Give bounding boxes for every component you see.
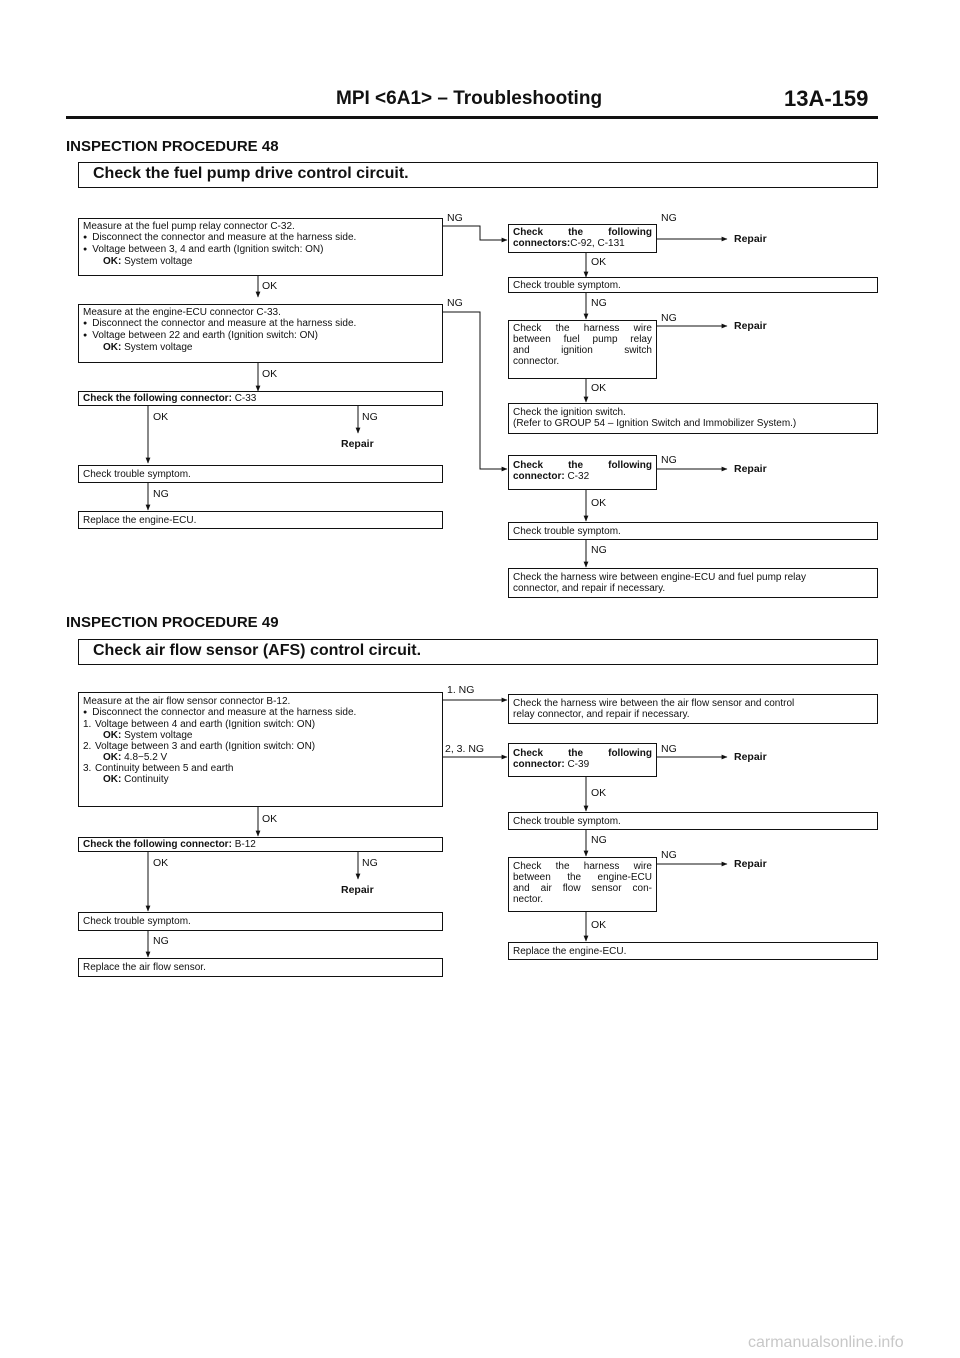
connector-value: C-32 bbox=[567, 471, 590, 482]
label-ng: NG bbox=[447, 212, 463, 224]
box-line: between fuel pump relay bbox=[513, 334, 652, 345]
ok-value: 4.8−5.2 V bbox=[124, 752, 168, 763]
connector-value: C-33 bbox=[234, 393, 257, 404]
box-title: Measure at the air flow sensor connector B-12. bbox=[83, 696, 291, 707]
label-ok: OK bbox=[591, 919, 607, 931]
check-trouble-box: Check trouble symptom. bbox=[508, 522, 878, 540]
label-ok: OK bbox=[591, 382, 607, 394]
label-ok: OK bbox=[262, 813, 278, 825]
arrow-ng bbox=[443, 226, 507, 240]
page-number: 13A-159 bbox=[784, 86, 869, 111]
label-ng-23: 2, 3. NG bbox=[445, 743, 485, 755]
check-trouble-box: Check trouble symptom. bbox=[78, 912, 443, 931]
ok-key: OK: bbox=[103, 342, 122, 353]
check-trouble-box: Check trouble symptom. bbox=[78, 465, 443, 483]
connector-value: C-92, C-131 bbox=[570, 238, 625, 249]
connector-label: connector: bbox=[513, 759, 565, 770]
check-harness-ecu-afs-box bbox=[508, 857, 657, 912]
connector-label: Check the following connector: bbox=[83, 393, 232, 404]
ok-key: OK: bbox=[103, 730, 122, 741]
check-trouble-box: Check trouble symptom. bbox=[508, 812, 878, 830]
box-title: Measure at the fuel pump relay connector C-32. bbox=[83, 221, 295, 232]
arrow-ng bbox=[443, 312, 507, 469]
repair-label: Repair bbox=[734, 751, 767, 763]
label-ng: NG bbox=[661, 212, 677, 224]
repair-label: Repair bbox=[734, 463, 767, 475]
ok-value: Continuity bbox=[124, 774, 169, 785]
box-line: connector, and repair if necessary. bbox=[513, 583, 666, 594]
label-ng: NG bbox=[661, 743, 677, 755]
box-line: Check the harness wire between engine-ECU and fuel pump relay bbox=[513, 572, 806, 583]
box-line: Check the harness wire bbox=[513, 861, 652, 872]
bullet-item: ● Disconnect the connector and measure at the harness side. bbox=[83, 707, 438, 719]
label-ng: NG bbox=[447, 297, 463, 309]
ok-key: OK: bbox=[103, 256, 122, 267]
label-ok: OK bbox=[262, 280, 278, 292]
label-ng: NG bbox=[661, 312, 677, 324]
procedure-48-title: INSPECTION PROCEDURE 48 bbox=[66, 138, 279, 155]
check-harness-ecu-box bbox=[508, 568, 878, 598]
replace-ecu-box: Replace the engine-ECU. bbox=[508, 942, 878, 960]
label-ng: NG bbox=[153, 935, 169, 947]
bullet-item: ● Voltage between 3, 4 and earth (Ignition switch: ON) bbox=[83, 244, 438, 256]
box-line: Check the ignition switch. bbox=[513, 407, 626, 418]
check-harness-afs-relay-box bbox=[508, 694, 878, 724]
header-rule bbox=[66, 116, 878, 119]
bullet-item: ● Disconnect the connector and measure at the harness side. bbox=[83, 318, 438, 330]
label-ng: NG bbox=[591, 834, 607, 846]
label-ok: OK bbox=[591, 256, 607, 268]
ok-key: OK: bbox=[103, 752, 122, 763]
repair-label: Repair bbox=[734, 233, 767, 245]
connector-label: connector: bbox=[513, 471, 565, 482]
box-line: Check the following bbox=[513, 748, 652, 759]
replace-afs-box: Replace the air flow sensor. bbox=[78, 958, 443, 977]
repair-label: Repair bbox=[734, 858, 767, 870]
box-line: between the engine-ECU bbox=[513, 872, 652, 883]
connector-value: B-12 bbox=[234, 839, 256, 850]
box-line: and air flow sensor con- bbox=[513, 883, 652, 894]
connector-value: C-39 bbox=[567, 759, 590, 770]
label-ok: OK bbox=[153, 857, 169, 869]
label-ng: NG bbox=[362, 857, 378, 869]
page-header: MPI <6A1> – Troubleshooting bbox=[336, 88, 603, 109]
box-line: relay connector, and repair if necessary. bbox=[513, 709, 690, 720]
check-connector-c32-box bbox=[508, 455, 657, 490]
label-ng: NG bbox=[661, 454, 677, 466]
label-ng: NG bbox=[591, 544, 607, 556]
procedure-48-banner: Check the fuel pump drive control circuit. bbox=[78, 162, 878, 188]
box-line: nector. bbox=[513, 894, 544, 905]
label-ok: OK bbox=[153, 411, 169, 423]
repair-label: Repair bbox=[734, 320, 767, 332]
label-ok: OK bbox=[591, 787, 607, 799]
label-ng: NG bbox=[362, 411, 378, 423]
label-ng: NG bbox=[661, 849, 677, 861]
label-ng-1: 1. NG bbox=[447, 684, 475, 696]
measure-relay-box bbox=[78, 218, 443, 276]
check-connector-c33-box bbox=[78, 391, 443, 406]
box-line: (Refer to GROUP 54 – Ignition Switch and Immobilizer System.) bbox=[513, 418, 797, 429]
check-ignition-switch-box bbox=[508, 403, 878, 434]
check-trouble-box: Check trouble symptom. bbox=[508, 277, 878, 293]
watermark: carmanualsonline.info bbox=[748, 1334, 904, 1351]
numbered-item: Continuity between 5 and earth bbox=[95, 763, 234, 774]
box-line: Check the following bbox=[513, 460, 652, 471]
procedure-49-title: INSPECTION PROCEDURE 49 bbox=[66, 614, 279, 631]
check-connector-c39-box bbox=[508, 743, 657, 777]
label-ng: NG bbox=[591, 297, 607, 309]
ok-value: System voltage bbox=[124, 730, 193, 741]
box-title: Measure at the engine-ECU connector C-33. bbox=[83, 307, 281, 318]
repair-label: Repair bbox=[341, 438, 374, 450]
check-connectors-c92-box bbox=[508, 224, 657, 253]
connector-label: Check the following connector: bbox=[83, 839, 232, 850]
box-line: Check the harness wire between the air flow sensor and control bbox=[513, 698, 795, 709]
measure-afs-box: Measure at the air flow sensor connector B-12. ● Disconnect the connector and measure at the harness side. 1. Voltage between 4 and earth (Ignition switch: ON) OK: System voltage 2. Voltage between 3 and earth (Ignition switch: ON) OK: 4.8−5.2 V 3. Continuity between 5 and earth OK: Continuity bbox=[78, 692, 443, 807]
label-ok: OK bbox=[262, 368, 278, 380]
numbered-item: Voltage between 4 and earth (Ignition switch: ON) bbox=[95, 719, 316, 730]
bullet-item: ● Voltage between 22 and earth (Ignition switch: ON) bbox=[83, 330, 438, 342]
check-connector-b12-box bbox=[78, 837, 443, 852]
measure-ecu-box bbox=[78, 304, 443, 363]
procedure-49-banner: Check air flow sensor (AFS) control circuit. bbox=[78, 639, 878, 665]
box-line: Check the following bbox=[513, 227, 652, 238]
ok-value: System voltage bbox=[124, 256, 193, 267]
check-harness-relay-box bbox=[508, 320, 657, 379]
bullet-item: ● Disconnect the connector and measure at the harness side. bbox=[83, 232, 438, 244]
ok-value: System voltage bbox=[124, 342, 193, 353]
repair-label: Repair bbox=[341, 884, 374, 896]
connector-label: connectors: bbox=[513, 238, 571, 249]
label-ng: NG bbox=[153, 488, 169, 500]
label-ok: OK bbox=[591, 497, 607, 509]
replace-ecu-box: Replace the engine-ECU. bbox=[78, 511, 443, 529]
box-line: connector. bbox=[513, 356, 560, 367]
box-line: Check the harness wire bbox=[513, 323, 652, 334]
box-line: and ignition switch bbox=[513, 345, 652, 356]
ok-key: OK: bbox=[103, 774, 122, 785]
numbered-item: Voltage between 3 and earth (Ignition switch: ON) bbox=[95, 741, 316, 752]
